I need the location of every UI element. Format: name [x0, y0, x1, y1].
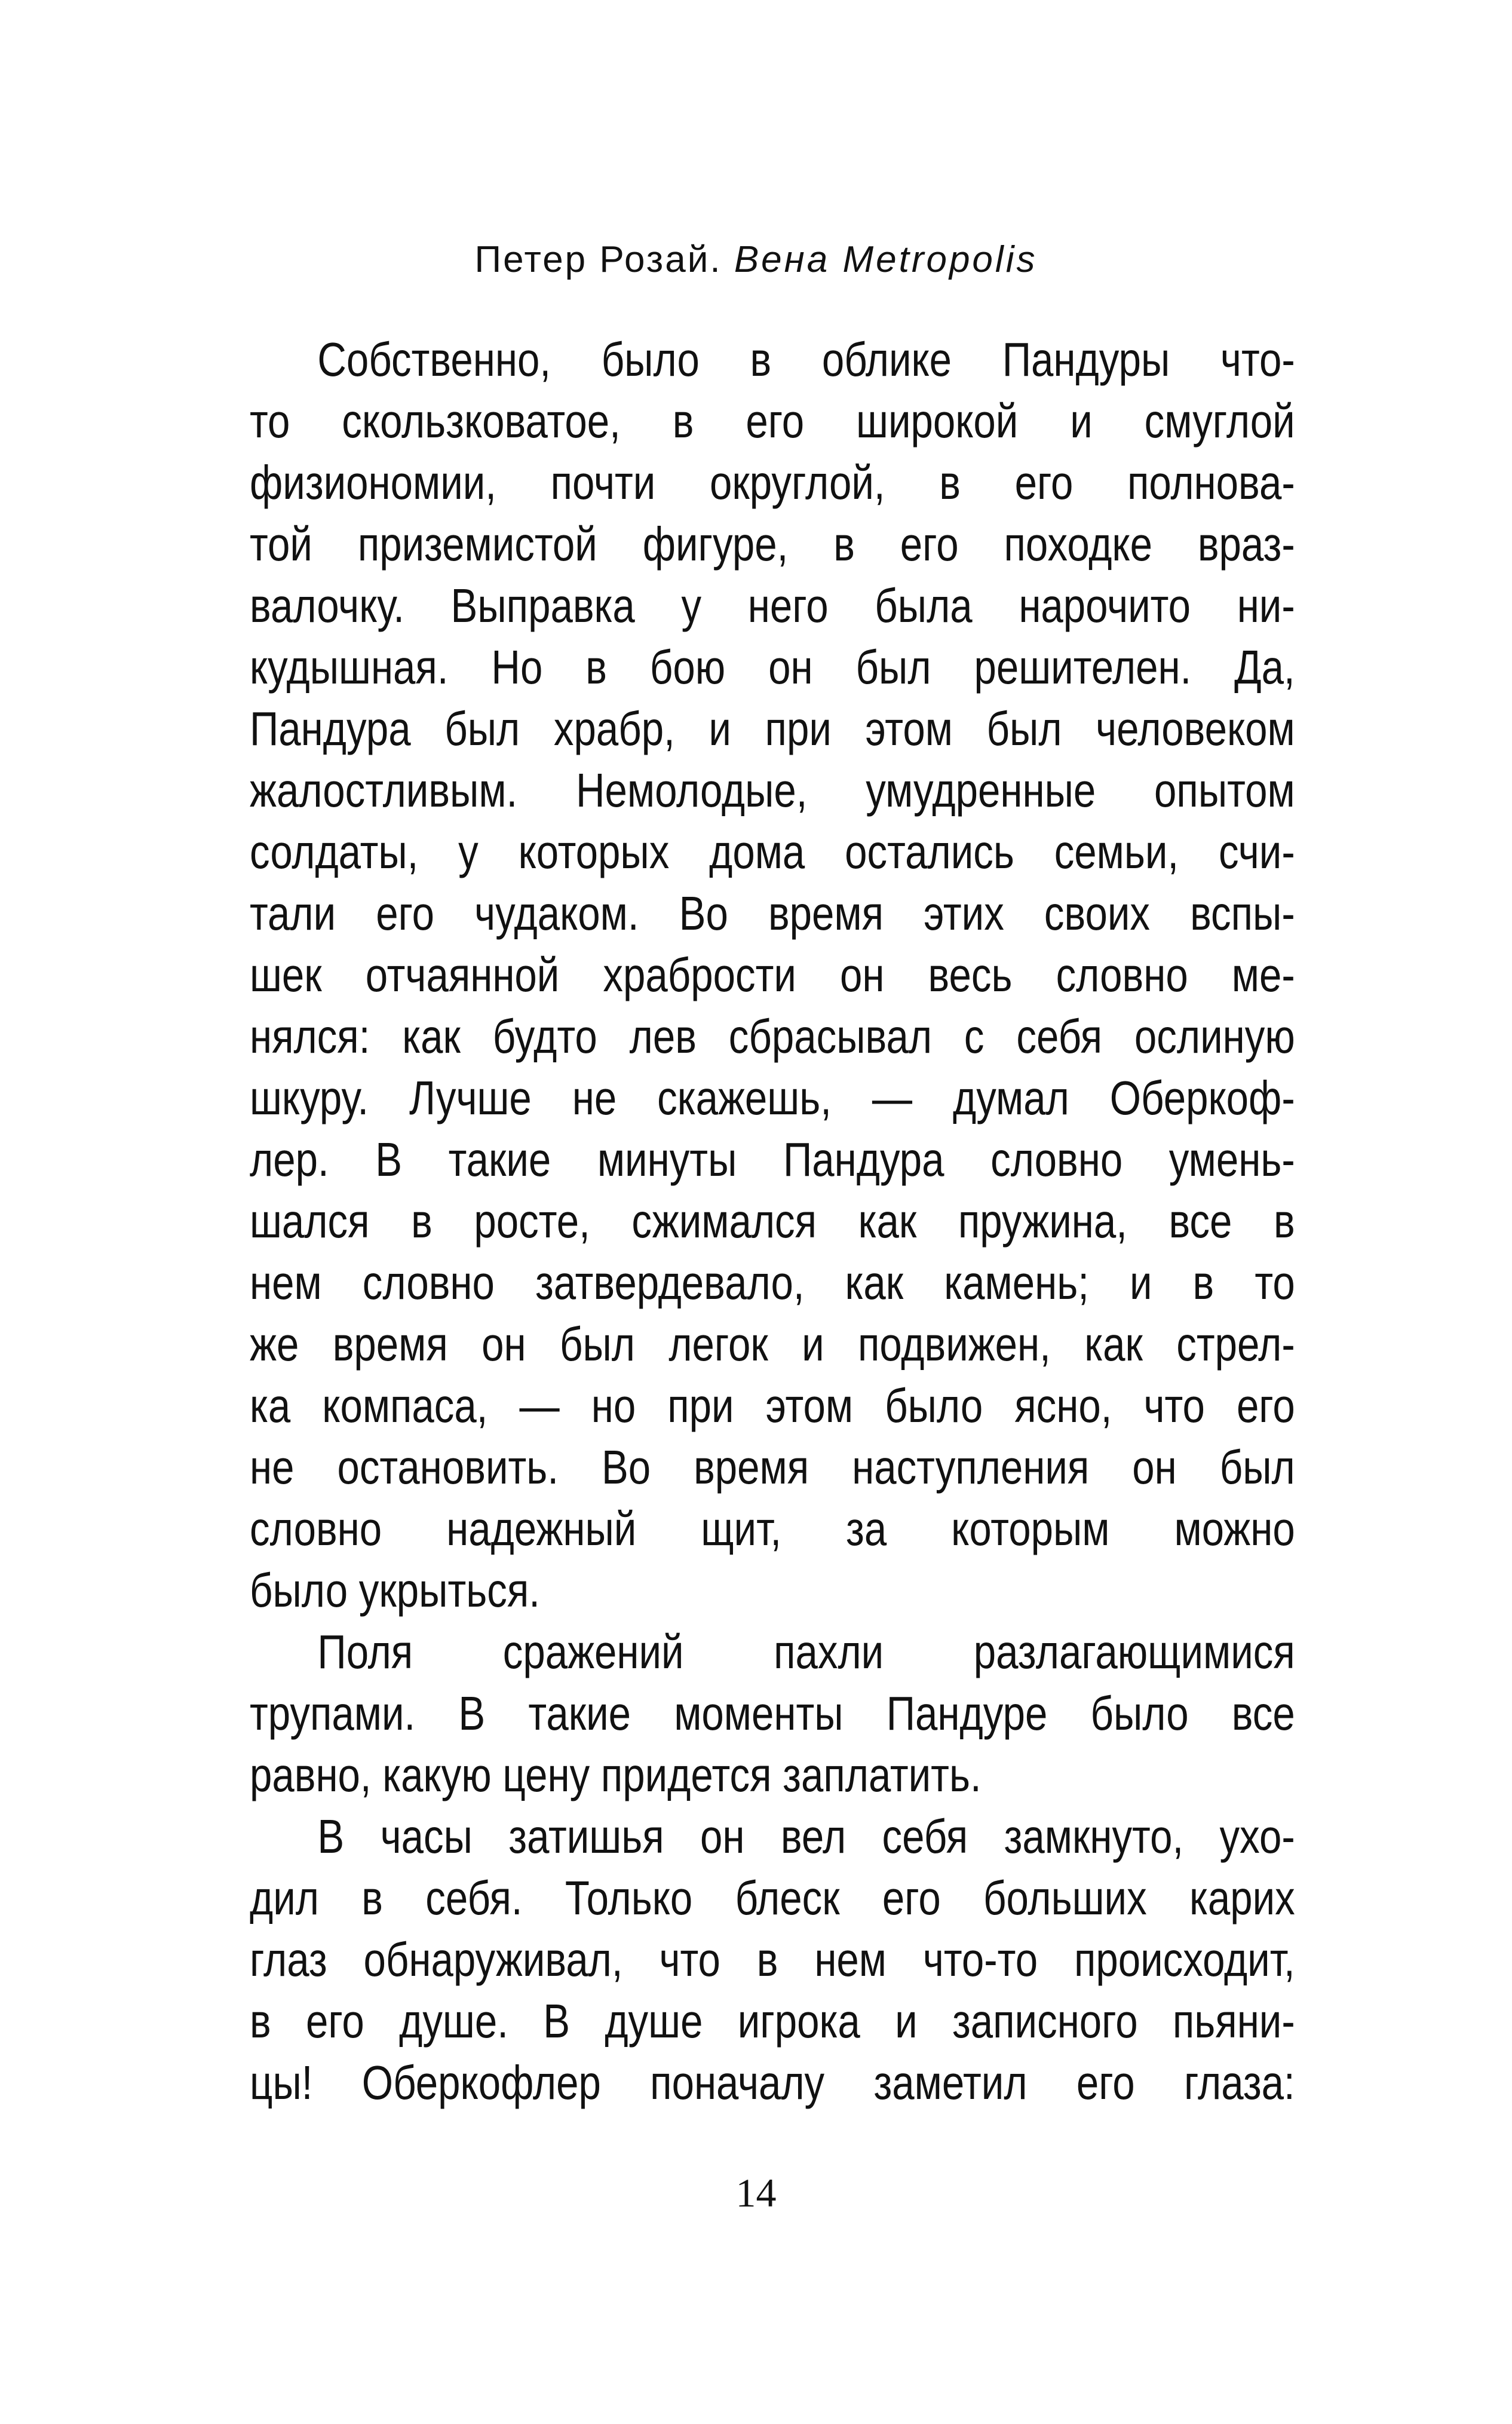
text-line: в его душе. В душе игрока и записного пьяни- — [250, 1994, 1295, 2048]
text-line: кудышная. Но в бою он был решителен. Да, — [250, 641, 1295, 694]
text-line: не остановить. Во время наступления он был — [250, 1441, 1295, 1494]
running-head-title: Вена Metropolis — [734, 239, 1038, 280]
page-number: 14 — [735, 2170, 777, 2215]
text-line: нем словно затвердевало, как камень; и в то — [250, 1256, 1295, 1309]
text-line: тали его чудаком. Во время этих своих вспы- — [250, 887, 1295, 940]
text-line: словно надежный щит, за которым можно — [250, 1502, 1295, 1555]
text-line: же время он был легок и подвижен, как стрел- — [250, 1317, 1295, 1371]
text-line: ка компаса, — но при этом было ясно, что его — [250, 1379, 1295, 1432]
text-line: шался в росте, сжимался как пружина, все в — [250, 1194, 1295, 1248]
paragraph — [250, 1806, 1295, 2113]
text-line: Пандура был храбр, и при этом был человеком — [250, 702, 1295, 755]
text-line: цы! Оберкофлер поначалу заметил его глаза: — [250, 2056, 1295, 2109]
paragraph — [250, 1621, 1295, 1806]
text-line: нялся: как будто лев сбрасывал с себя ослиную — [250, 1010, 1295, 1063]
text-line: Собственно, было в облике Пандуры что- — [317, 333, 1295, 386]
text-line: той приземистой фигуре, в его походке враз- — [250, 517, 1295, 571]
paragraph — [250, 329, 1295, 1621]
text-line: В часы затишья он вел себя замкнуто, ухо- — [317, 1810, 1295, 1863]
body-text — [250, 329, 1295, 2113]
text-line: трупами. В такие моменты Пандуре было все — [250, 1687, 1295, 1740]
text-line: валочку. Выправка у него была нарочито ни- — [250, 579, 1295, 632]
text-line: было укрыться. — [250, 1564, 540, 1617]
text-line: то скользковатое, в его широкой и смуглой — [250, 394, 1295, 448]
text-line: жалостливым. Немолодые, умудренные опытом — [250, 764, 1295, 817]
running-head — [0, 236, 1512, 284]
text-line: шкуру. Лучше не скажешь, — думал Оберкоф- — [250, 1071, 1295, 1124]
text-line: шек отчаянной храбрости он весь словно ме- — [250, 948, 1295, 1001]
text-line: физиономии, почти округлой, в его полнова- — [250, 456, 1295, 509]
text-line: равно, какую цену придется заплатить. — [250, 1748, 982, 1801]
text-line: лер. В такие минуты Пандура словно умень- — [250, 1133, 1295, 1186]
text-line: Поля сражений пахли разлагающимися — [317, 1625, 1295, 1678]
text-line: глаз обнаруживал, что в нем что-то происходит, — [250, 1933, 1295, 1986]
running-head-author: Петер Розай. — [474, 239, 722, 280]
text-line: дил в себя. Только блеск его больших карих — [250, 1871, 1295, 1925]
text-line: солдаты, у которых дома остались семьи, счи- — [250, 825, 1295, 878]
